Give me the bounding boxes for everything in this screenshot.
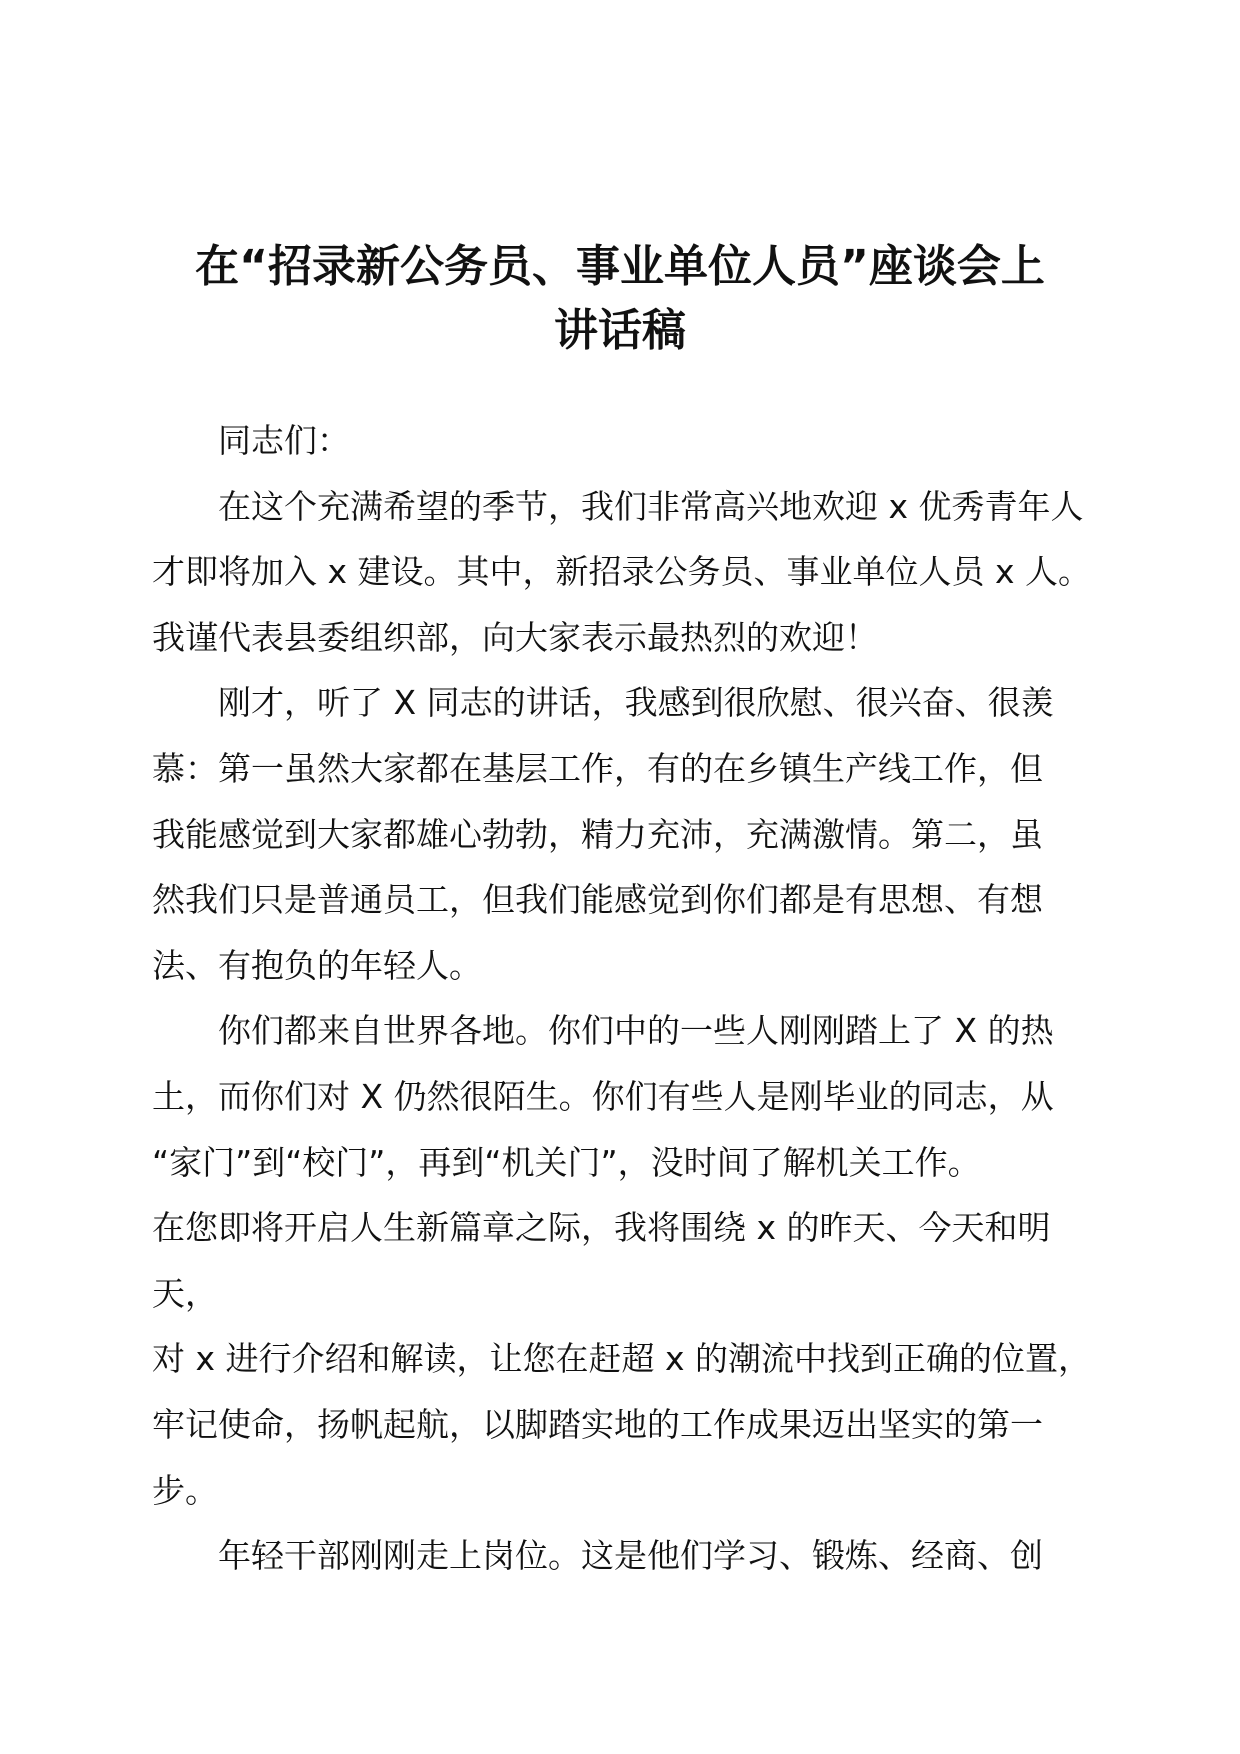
paragraph-introduction <box>152 998 1112 1523</box>
paragraph-welcome <box>152 474 1112 671</box>
document-title <box>140 235 1100 363</box>
paragraph-line: 牢记使命，扬帆起航，以脚踏实地的工作成果迈出坚实的第一 <box>152 1404 1043 1444</box>
paragraph-line: 同志们： <box>218 421 350 460</box>
paragraph-line: 土，而你们对 X 仍然很陌生。你们有些人是刚毕业的同志，从 <box>152 1076 1054 1116</box>
paragraph-line: 刚才，听了 X 同志的讲话，我感到很欣慰、很兴奋、很羡 <box>218 683 1054 723</box>
paragraph-line: 慕：第一虽然大家都在基层工作，有的在乡镇生产线工作，但 <box>152 748 1043 788</box>
paragraph-line: 在您即将开启人生新篇章之际，我将围绕 x 的昨天、今天和明天， <box>152 1208 1051 1313</box>
paragraph-line: 年轻干部刚刚走上岗位。这是他们学习、锻炼、经商、创 <box>218 1536 1043 1576</box>
paragraph-line: 你们都来自世界各地。你们中的一些人刚刚踏上了 X 的热 <box>218 1011 1054 1051</box>
paragraph-line: 我谨代表县委组织部，向大家表示最热烈的欢迎！ <box>152 617 878 657</box>
title-line-1: 在“招录新公务员、事业单位人员”座谈会上 <box>195 241 1045 292</box>
paragraph-line: 然我们只是普通员工，但我们能感觉到你们都是有思想、有想 <box>152 880 1043 920</box>
paragraph-line: “家门”到“校门”，再到“机关门”，没时间了解机关工作。 <box>152 1142 981 1182</box>
paragraph-line: 步。 <box>152 1470 218 1510</box>
paragraph-line: 在这个充满希望的季节，我们非常高兴地欢迎 x 优秀青年人 <box>218 486 1084 526</box>
title-line-2: 讲话稿 <box>554 305 686 356</box>
paragraph-line: 才即将加入 x 建设。其中，新招录公务员、事业单位人员 x 人。 <box>152 552 1092 592</box>
paragraph-young-cadres <box>152 1523 1112 1589</box>
document-body <box>152 408 1112 1589</box>
paragraph-salutation <box>152 408 1112 474</box>
paragraph-line: 法、有抱负的年轻人。 <box>152 945 482 985</box>
paragraph-line: 我能感觉到大家都雄心勃勃，精力充沛，充满激情。第二，虽 <box>152 814 1043 854</box>
paragraph-impressions <box>152 670 1112 998</box>
paragraph-line: 对 x 进行介绍和解读，让您在赶超 x 的潮流中找到正确的位置， <box>152 1339 1092 1379</box>
